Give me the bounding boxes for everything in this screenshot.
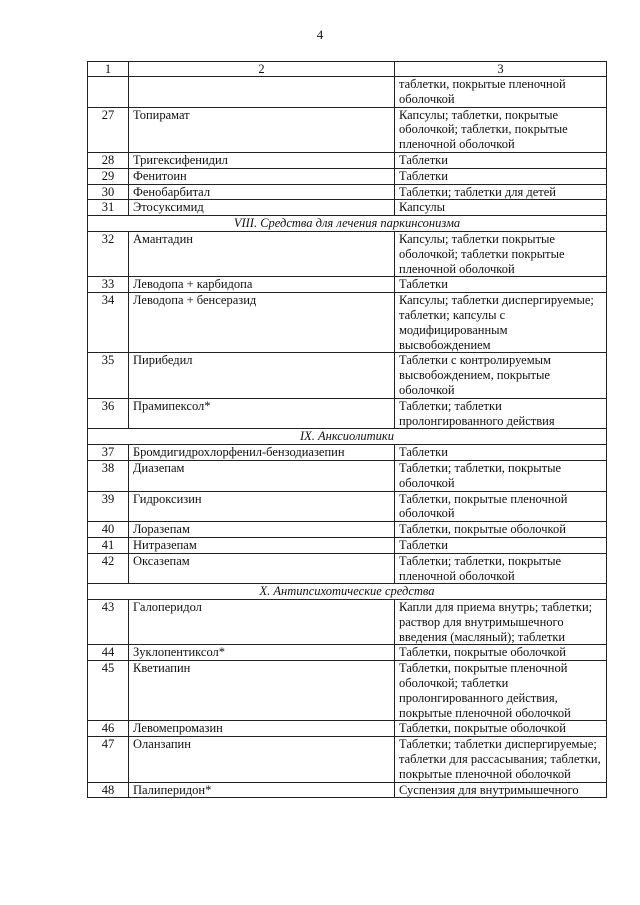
drug-name: Нитразепам [129,537,395,553]
table-row [88,782,607,798]
drug-name [129,77,395,108]
column-header-form: 3 [395,62,607,77]
row-number: 39 [88,491,129,522]
row-number: 30 [88,184,129,200]
row-number: 46 [88,721,129,737]
row-number: 29 [88,168,129,184]
table-row [88,553,607,584]
drug-name: Галоперидол [129,600,395,645]
row-number: 47 [88,737,129,782]
dosage-form: Капли для приема внутрь; таблетки; раствор для внутримышечного введения (масляный); таблетки [395,600,607,645]
dosage-form: Капсулы; таблетки, покрытые оболочкой; таблетки, покрытые пленочной оболочкой [395,107,607,152]
row-number: 40 [88,522,129,538]
row-number: 36 [88,398,129,429]
table-row [88,737,607,782]
drug-name: Фенитоин [129,168,395,184]
section-heading-row [88,429,607,445]
dosage-form: Таблетки [395,537,607,553]
table-row [88,168,607,184]
table-row [88,600,607,645]
row-number: 34 [88,293,129,353]
table-row [88,293,607,353]
row-number: 41 [88,537,129,553]
row-number: 48 [88,782,129,798]
dosage-form: Таблетки, покрытые пленочной оболочкой [395,491,607,522]
drug-name: Леводопа + карбидопа [129,277,395,293]
drug-name: Прамипексол* [129,398,395,429]
drug-name: Бромдигидрохлорфенил-бензодиазепин [129,445,395,461]
row-number: 28 [88,152,129,168]
drug-name: Пирибедил [129,353,395,398]
drug-name: Фенобарбитал [129,184,395,200]
table-body [88,77,607,798]
drug-name: Палиперидон* [129,782,395,798]
row-number: 31 [88,200,129,216]
table-row [88,645,607,661]
drug-name: Зуклопентиксол* [129,645,395,661]
table-row [88,661,607,721]
row-number [88,77,129,108]
table-row [88,445,607,461]
section-heading: VIII. Средства для лечения паркинсонизма [88,216,607,232]
column-header-number: 1 [88,62,129,77]
row-number: 38 [88,460,129,491]
page-number: 4 [316,27,324,42]
dosage-form: Таблетки, покрытые оболочкой [395,721,607,737]
section-heading-row [88,584,607,600]
dosage-form: Таблетки, покрытые оболочкой [395,522,607,538]
drug-table [87,61,607,798]
dosage-form: Таблетки, покрытые оболочкой [395,645,607,661]
row-number: 37 [88,445,129,461]
dosage-form: Капсулы; таблетки диспергируемые; таблетки; капсулы с модифицированным высвобождением [395,293,607,353]
table-row [88,107,607,152]
dosage-form: Таблетки [395,168,607,184]
table-row [88,231,607,276]
dosage-form: Таблетки [395,445,607,461]
table-row [88,184,607,200]
drug-name: Левомепромазин [129,721,395,737]
table-row [88,491,607,522]
drug-name: Кветиапин [129,661,395,721]
table-row [88,200,607,216]
dosage-form: Таблетки [395,277,607,293]
section-heading: IX. Анксиолитики [88,429,607,445]
table-row [88,537,607,553]
dosage-form: Капсулы; таблетки покрытые оболочкой; таблетки покрытые пленочной оболочкой [395,231,607,276]
row-number: 33 [88,277,129,293]
drug-name: Тригексифенидил [129,152,395,168]
row-number: 42 [88,553,129,584]
table-row [88,353,607,398]
dosage-form: Таблетки с контролируемым высвобождением, покрытые оболочкой [395,353,607,398]
drug-name: Леводопа + бенсеразид [129,293,395,353]
dosage-form: Таблетки; таблетки для детей [395,184,607,200]
table-row [88,277,607,293]
table-row [88,398,607,429]
drug-name: Диазепам [129,460,395,491]
section-heading: X. Антипсихотические средства [88,584,607,600]
drug-name: Оксазепам [129,553,395,584]
table-row [88,77,607,108]
dosage-form: Таблетки [395,152,607,168]
row-number: 45 [88,661,129,721]
drug-name: Оланзапин [129,737,395,782]
drug-name: Гидроксизин [129,491,395,522]
dosage-form: Таблетки; таблетки пролонгированного действия [395,398,607,429]
table-row [88,152,607,168]
row-number: 43 [88,600,129,645]
dosage-form: Капсулы [395,200,607,216]
dosage-form: Таблетки, покрытые пленочной оболочкой; таблетки пролонгированного действия, покрытые пленочной оболочкой [395,661,607,721]
table-header-row [88,62,607,77]
drug-name: Лоразепам [129,522,395,538]
dosage-form: Таблетки; таблетки, покрытые оболочкой [395,460,607,491]
dosage-form: таблетки, покрытые пленочной оболочкой [395,77,607,108]
table-row [88,460,607,491]
table-row [88,721,607,737]
drug-name: Этосуксимид [129,200,395,216]
row-number: 35 [88,353,129,398]
dosage-form: Таблетки; таблетки диспергируемые; таблетки для рассасывания; таблетки, покрытые пленочной оболочкой [395,737,607,782]
drug-name: Топирамат [129,107,395,152]
drug-name: Амантадин [129,231,395,276]
dosage-form: Суспензия для внутримышечного [395,782,607,798]
row-number: 44 [88,645,129,661]
dosage-form: Таблетки; таблетки, покрытые пленочной оболочкой [395,553,607,584]
row-number: 32 [88,231,129,276]
section-heading-row [88,216,607,232]
row-number: 27 [88,107,129,152]
table-row [88,522,607,538]
column-header-name: 2 [129,62,395,77]
